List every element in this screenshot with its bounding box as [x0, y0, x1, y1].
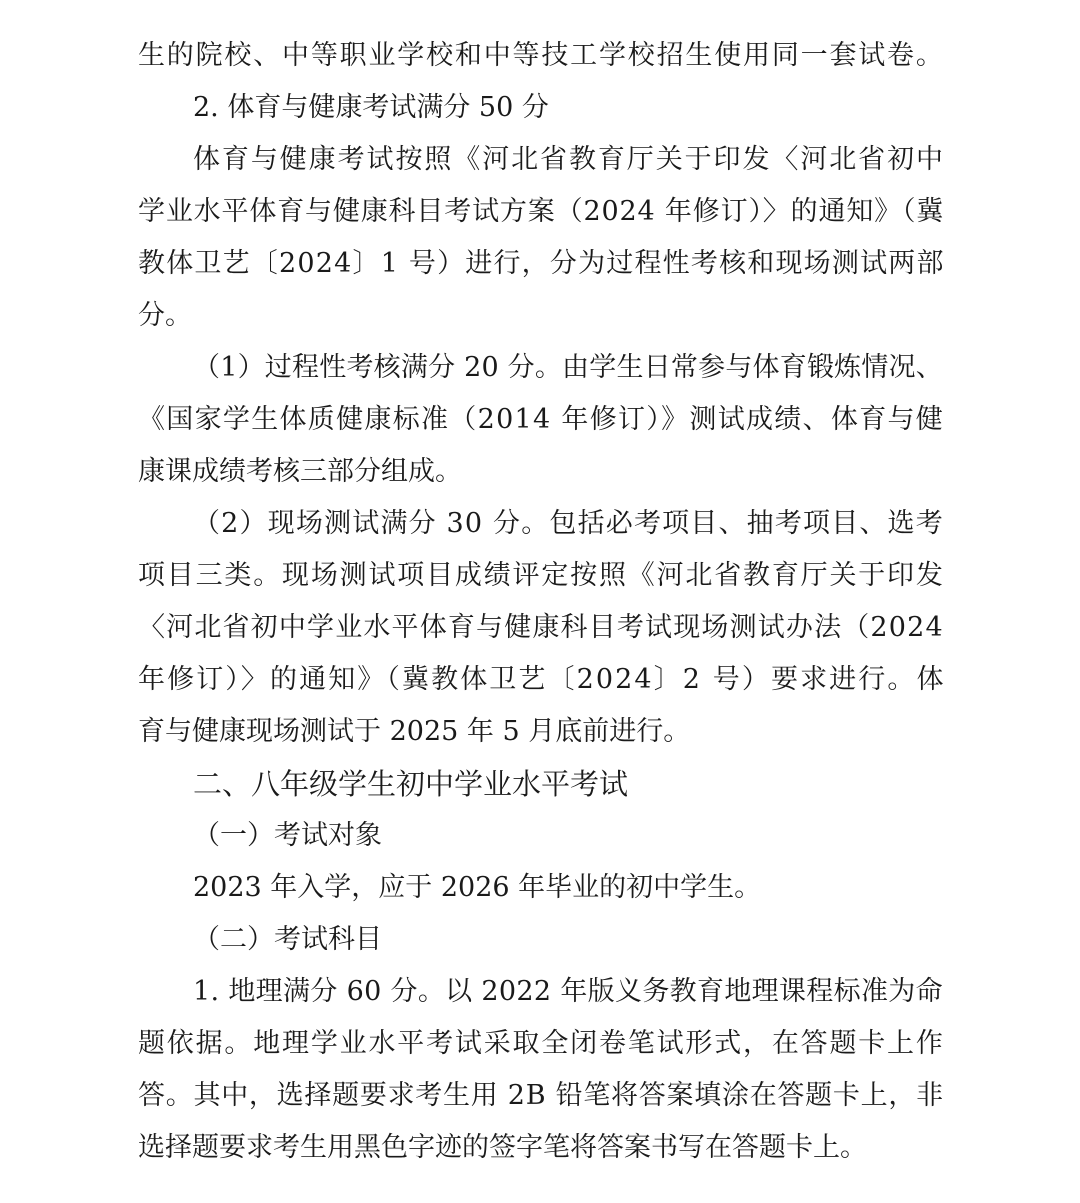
text-line-14 [138, 706, 690, 758]
subheading-pe-score-text: 2. 体育与健康考试满分 50 分 [193, 92, 549, 123]
text-line-7 [193, 342, 943, 394]
text-line-22-content: 选择题要求考生用黑色字迹的签字笔将答案书写在答题卡上。 [138, 1132, 867, 1163]
text-line-9-content: 康课成绩考核三部分组成。 [138, 456, 462, 487]
text-line-22 [138, 1122, 867, 1174]
text-line-13-content: 年修订）〉的通知》（冀教体卫艺〔2024〕2 号）要求进行。体 [138, 664, 946, 695]
text-line-10 [193, 498, 943, 550]
text-line-10-content: （2）现场测试满分 30 分。包括必考项目、抽考项目、选考 [193, 508, 944, 539]
text-line-20 [138, 1018, 943, 1070]
subheading-exam-subjects-text: （二）考试科目 [193, 924, 382, 955]
text-line-11 [138, 550, 943, 602]
subheading-exam-subjects [193, 914, 382, 966]
text-line-8-content: 《国家学生体质健康标准（2014 年修订）》测试成绩、体育与健 [138, 404, 945, 435]
text-line-1-content: 生的院校、中等职业学校和中等技工学校招生使用同一套试卷。 [138, 40, 945, 71]
text-line-14-content: 育与健康现场测试于 2025 年 5 月底前进行。 [138, 716, 691, 747]
text-line-8 [138, 394, 943, 446]
text-line-6 [138, 290, 192, 342]
text-line-12 [138, 602, 943, 654]
text-line-1 [138, 30, 943, 82]
text-line-21-content: 答。其中，选择题要求考生用 2B 铅笔将答案填涂在答题卡上，非 [138, 1080, 944, 1111]
text-line-11-content: 项目三类。现场测试项目成绩评定按照《河北省教育厅关于印发 [138, 560, 945, 591]
text-line-5-content: 教体卫艺〔2024〕1 号）进行，分为过程性考核和现场测试两部 [138, 248, 945, 279]
text-line-20-content: 题依据。地理学业水平考试采取全闭卷笔试形式，在答题卡上作 [138, 1028, 945, 1059]
text-line-7-content: （1）过程性考核满分 20 分。由学生日常参与体育锻炼情况、 [193, 352, 943, 383]
text-line-21 [138, 1070, 943, 1122]
section-heading-grade8-exam-text: 二、八年级学生初中学业水平考试 [193, 767, 629, 801]
text-line-4-content: 学业水平体育与健康科目考试方案（2024 年修订）〉的通知》（冀 [138, 196, 945, 227]
text-line-3 [193, 134, 943, 186]
text-line-19 [193, 966, 943, 1018]
text-line-13 [138, 654, 946, 706]
text-line-12-content: 〈河北省初中学业水平体育与健康科目考试现场测试办法（2024 [138, 612, 944, 643]
text-line-6-content: 分。 [138, 300, 192, 331]
subheading-exam-target-text: （一）考试对象 [193, 820, 382, 851]
subheading-exam-target [193, 810, 382, 862]
section-heading-grade8-exam [193, 758, 628, 810]
text-line-3-content: 体育与健康考试按照《河北省教育厅关于印发〈河北省初中 [193, 144, 945, 175]
text-line-17-content: 2023 年入学，应于 2026 年毕业的初中学生。 [193, 872, 762, 903]
text-line-9 [138, 446, 462, 498]
text-line-17 [193, 862, 761, 914]
text-line-4 [138, 186, 943, 238]
subheading-pe-score [193, 82, 549, 134]
text-line-19-content: 1. 地理满分 60 分。以 2022 年版义务教育地理课程标准为命 [193, 976, 943, 1007]
text-line-5 [138, 238, 943, 290]
